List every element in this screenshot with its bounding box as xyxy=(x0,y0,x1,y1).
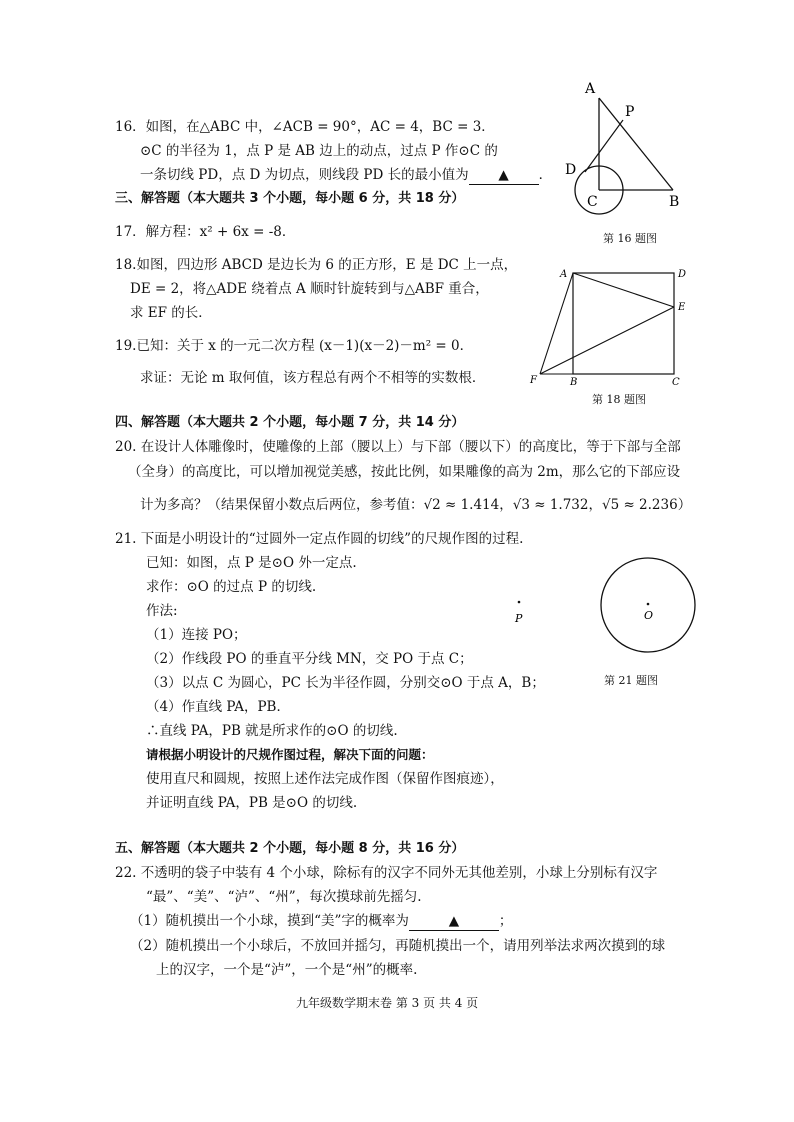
fig21-point-o xyxy=(647,603,650,606)
fig18-line-ae xyxy=(573,273,674,307)
q22-sub1 xyxy=(130,912,512,931)
fig18-label-a: A xyxy=(560,269,568,280)
q18-line1: 18.如图，四边形 ABCD 是边长为 6 的正方形，E 是 DC 上一点， xyxy=(115,257,518,273)
fig16-caption: 第 16 题图 xyxy=(603,232,657,245)
fig18-line-ef xyxy=(540,307,674,374)
fig21-label-o: O xyxy=(644,609,654,622)
q22-sub2a: （2）随机摸出一个小球后，不放回并摇匀，再随机摸出一个，请用列举法求两次摸到的球 xyxy=(130,938,666,954)
q22-sub1-end: ； xyxy=(498,913,513,929)
q16-end: ． xyxy=(538,167,553,183)
fig16-label-b: B xyxy=(669,194,680,210)
q21-line1: 21. 下面是小明设计的“过圆外一定点作圆的切线”的尺规作图的过程. xyxy=(115,531,524,547)
fig16-tangent-pd xyxy=(585,120,623,172)
q16-line3 xyxy=(140,166,552,185)
q20-line3: 计为多高？（结果保留小数点后两位，参考值：√2 ≈ 1.414，√3 ≈ 1.732，√5 ≈ 2.236） xyxy=(140,497,692,513)
q22-triangle-marker: ▲ xyxy=(448,913,460,929)
q21-step1: （1）连接 PO； xyxy=(146,627,247,643)
q22-line2: “最”、“美”、“泸”、“州”，每次摸球前先摇匀. xyxy=(146,889,422,905)
fig18-label-d: D xyxy=(678,269,687,280)
q17-text: 17．解方程：x² + 6x = -8． xyxy=(115,224,296,240)
q22-sub1-text: （1）随机摸出一个小球，摸到“美”字的概率为 xyxy=(130,913,409,929)
fig21-diagram xyxy=(505,555,705,665)
q16-line1: 16．如图，在△ABC 中，∠ACB = 90°，AC = 4，BC = 3． xyxy=(115,119,495,135)
q20-line2: （全身）的高度比，可以增加视觉美感，按此比例，如果雕像的高为 2m，那么它的下部应设 xyxy=(128,464,681,480)
fig18-label-e: E xyxy=(678,302,686,313)
q21-step2: （2）作线段 PO 的垂直平分线 MN，交 PO 于点 C； xyxy=(146,651,473,667)
q21-task2: 并证明直线 PA，PB 是⊙O 的切线. xyxy=(146,795,358,811)
fig18-square xyxy=(573,273,674,374)
q19-line1: 19.已知：关于 x 的一元二次方程 (x－1)(x－2)－m² = 0． xyxy=(115,338,474,354)
fig16-label-a: A xyxy=(585,81,596,97)
q21-method: 作法: xyxy=(146,603,178,619)
fig21-label-p: P xyxy=(515,612,523,625)
q16-triangle-marker: ▲ xyxy=(498,167,509,183)
fig16-label-c: C xyxy=(587,194,598,210)
fig21-caption: 第 21 题图 xyxy=(604,674,658,687)
q21-step4: （4）作直线 PA，PB． xyxy=(146,699,290,715)
fig18-caption: 第 18 题图 xyxy=(592,393,646,406)
q22-line1: 22. 不透明的袋子中装有 4 个小球，除标有的汉字不同外无其他差别，小球上分别标有汉字 xyxy=(115,865,658,881)
q16-line2: ⊙C 的半径为 1，点 P 是 AB 边上的动点，过点 P 作⊙C 的 xyxy=(140,143,498,159)
q22-sub2b: 上的汉字，一个是“泸”，一个是“州”的概率. xyxy=(156,962,418,978)
fig18-line-af xyxy=(540,273,573,374)
q21-find: 求作：⊙O 的过点 P 的切线. xyxy=(146,579,317,595)
section3-heading: 三、解答题（本大题共 3 个小题，每小题 6 分，共 18 分） xyxy=(115,191,465,206)
q21-step3: （3）以点 C 为圆心，PC 长为半径作圆，分别交⊙O 于点 A，B； xyxy=(146,675,545,691)
q21-conclusion: ∴直线 PA，PB 就是所求作的⊙O 的切线. xyxy=(146,723,398,739)
q21-bold-instruction: 请根据小明设计的尺规作图过程，解决下面的问题： xyxy=(146,747,434,762)
q21-known: 已知：如图，点 P 是⊙O 外一定点. xyxy=(146,555,357,571)
page-footer: 九年级数学期末卷 第 3 页 共 4 页 xyxy=(296,996,479,1010)
q18-line2: DE = 2，将△ADE 绕着点 A 顺时针旋转到与△ABF 重合， xyxy=(130,281,489,297)
q19-line2: 求证：无论 m 取何值，该方程总有两个不相等的实数根． xyxy=(140,370,486,386)
q22-answer-blank xyxy=(409,912,499,931)
fig21-point-p xyxy=(518,601,521,604)
q21-task1: 使用直尺和圆规，按照上述作法完成作图（保留作图痕迹）， xyxy=(146,771,504,787)
section4-heading: 四、解答题（本大题共 2 个小题，每小题 7 分，共 14 分） xyxy=(115,415,465,430)
fig16-label-d: D xyxy=(565,162,577,178)
q16-line3-text: 一条切线 PD，点 D 为切点，则线段 PD 长的最小值为 xyxy=(140,167,469,183)
fig16-side-ab xyxy=(599,98,673,190)
q16-answer-blank xyxy=(469,166,539,185)
fig18-label-f: F xyxy=(530,375,537,386)
fig18-label-b: B xyxy=(570,377,578,388)
fig16-diagram xyxy=(565,80,685,220)
fig18-label-c: C xyxy=(672,377,680,388)
fig18-diagram xyxy=(530,265,687,388)
section5-heading: 五、解答题（本大题共 2 个小题，每小题 8 分，共 16 分） xyxy=(115,841,465,856)
q20-line1: 20. 在设计人体雕像时，使雕像的上部（腰以上）与下部（腰以下）的高度比，等于下部与全部 xyxy=(115,439,681,455)
fig16-label-p: P xyxy=(625,104,635,120)
q18-line3: 求 EF 的长． xyxy=(130,305,212,321)
